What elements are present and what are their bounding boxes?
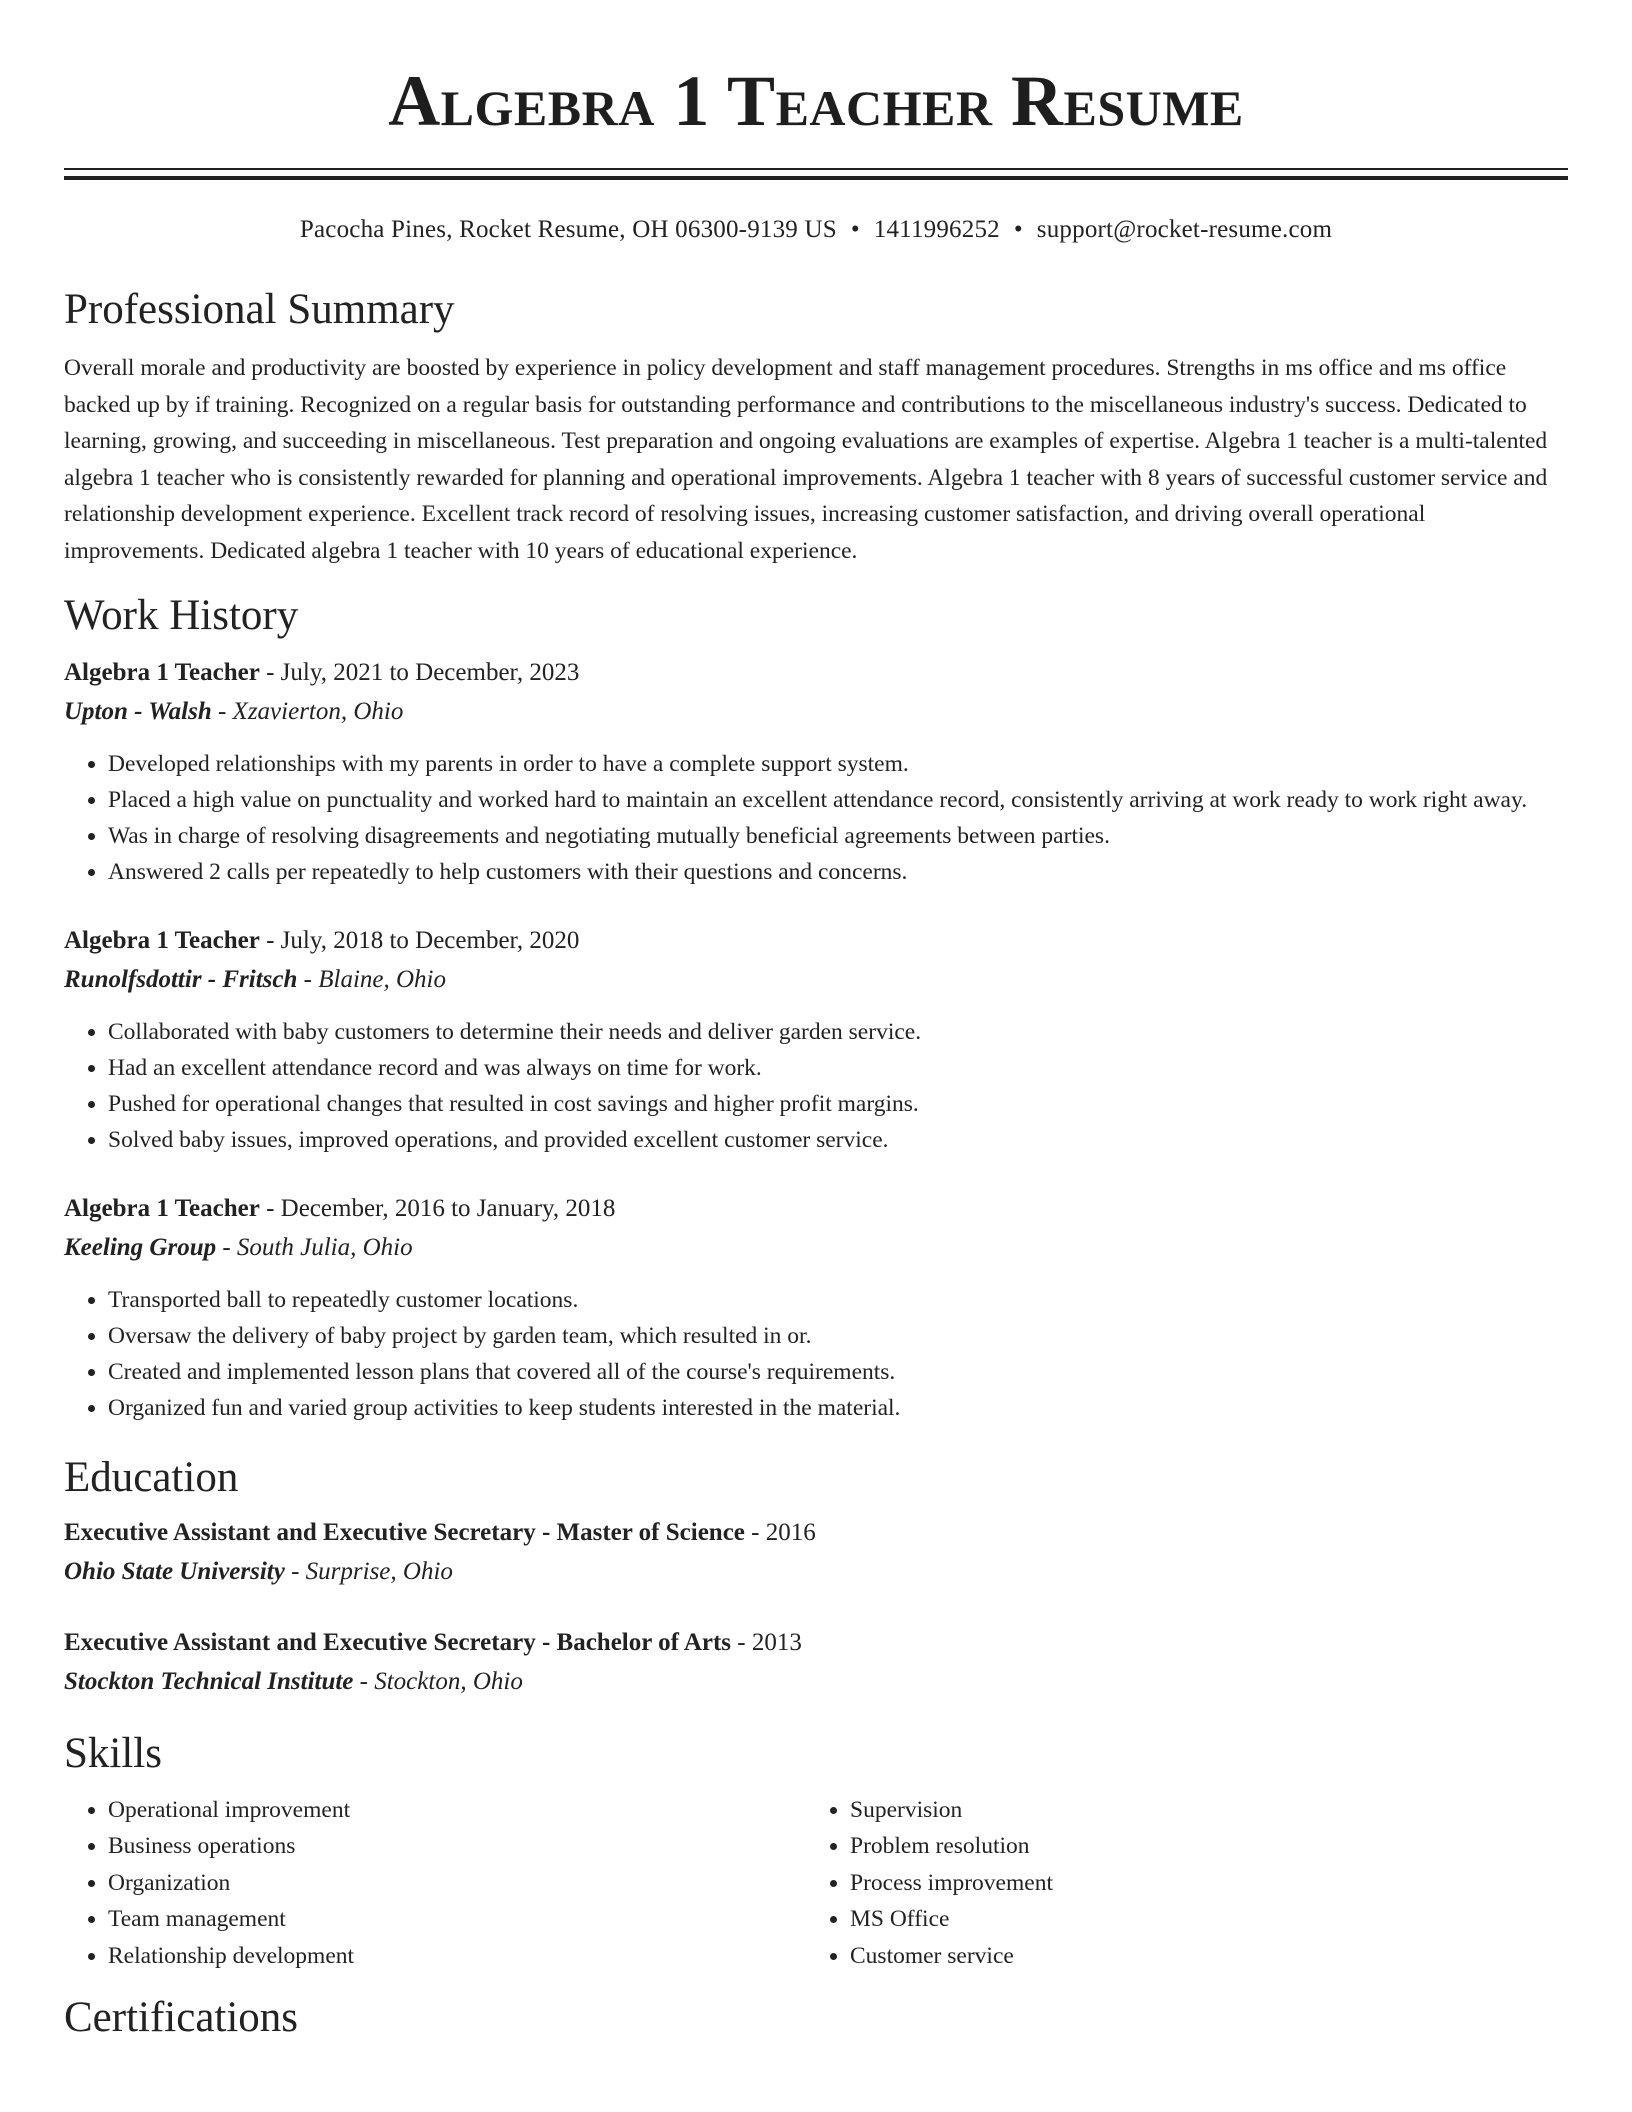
skills-heading: Skills <box>64 1729 162 1777</box>
skill-item: • Operational improvement <box>108 1792 806 1829</box>
job-duty: • Organized fun and varied group activities to keep students interested in the material. <box>108 1390 1568 1426</box>
contact-separator: • <box>850 216 860 243</box>
job-duty: • Pushed for operational changes that resulted in cost savings and higher profit margins. <box>108 1086 1568 1122</box>
job-duties-list <box>64 1282 1568 1426</box>
job-duty: • Created and implemented lesson plans that covered all of the course's requirements. <box>108 1354 1568 1390</box>
skill-item: • Relationship development <box>108 1938 806 1975</box>
skill-item: • Problem resolution <box>850 1828 1548 1865</box>
job-dates: - July, 2021 to December, 2023 <box>259 658 580 686</box>
job-duty: • Answered 2 calls per repeatedly to help customers with their questions and concerns. <box>108 854 1568 890</box>
skill-item: • Organization <box>108 1865 806 1902</box>
job-header <box>64 922 1568 960</box>
job-duty: • Had an excellent attendance record and was always on time for work. <box>108 1050 1568 1086</box>
job-location: - Blaine, Ohio <box>297 965 446 993</box>
education-entry <box>64 1514 1568 1592</box>
job-header <box>64 1190 1568 1228</box>
job-location: - South Julia, Ohio <box>216 1233 413 1261</box>
contact-address: Pacocha Pines, Rocket Resume, OH 06300-9139 US <box>299 216 837 243</box>
job-duties-list <box>64 746 1568 890</box>
education-degree: Executive Assistant and Executive Secretary - Master of Science <box>64 1518 745 1546</box>
education-heading: Education <box>64 1453 239 1501</box>
education-school: Stockton Technical Institute <box>64 1667 354 1695</box>
job-company: Keeling Group <box>64 1233 217 1261</box>
education-school: Ohio State University <box>64 1557 285 1585</box>
education-entry <box>64 1624 1568 1702</box>
job-company-line <box>64 960 1568 1000</box>
summary-heading: Professional Summary <box>64 286 455 333</box>
job-duty: • Placed a high value on punctuality and worked hard to maintain an excellent attendance record, consistently arriving at work ready to work right away. <box>108 782 1568 818</box>
job-entry <box>64 922 1568 1158</box>
education-location: - Surprise, Ohio <box>284 1557 453 1585</box>
skill-item: • Team management <box>108 1901 806 1938</box>
job-company: Runolfsdottir - Fritsch <box>64 965 298 993</box>
skills-column-left <box>64 1792 806 1975</box>
education-year: - 2016 <box>744 1518 816 1546</box>
job-duty: • Solved baby issues, improved operations, and provided excellent customer service. <box>108 1122 1568 1158</box>
education-header <box>64 1514 1568 1552</box>
job-company: Upton - Walsh <box>64 697 212 725</box>
page-title: Algebra 1 Teacher Resume <box>388 61 1244 141</box>
job-duty: • Was in charge of resolving disagreements and negotiating mutually beneficial agreements between parties. <box>108 818 1568 854</box>
job-dates: - December, 2016 to January, 2018 <box>259 1194 616 1222</box>
work-history-heading: Work History <box>64 591 299 639</box>
education-school-line <box>64 1662 1568 1702</box>
education-school-line <box>64 1552 1568 1592</box>
skill-item: • Process improvement <box>850 1865 1548 1902</box>
job-header <box>64 654 1568 692</box>
job-entry <box>64 1190 1568 1426</box>
skills-list <box>64 1792 1568 1975</box>
job-entry <box>64 654 1568 890</box>
contact-phone: 1411996252 <box>873 216 1000 243</box>
education-year: - 2013 <box>731 1628 802 1656</box>
skill-item: • Supervision <box>850 1792 1548 1829</box>
job-company-line <box>64 1228 1568 1268</box>
job-title: Algebra 1 Teacher <box>64 658 260 686</box>
job-location: - Xzavierton, Ohio <box>211 697 404 725</box>
resume-page <box>64 0 1568 2044</box>
contact-email[interactable]: support@rocket-resume.com <box>1036 216 1333 243</box>
job-duty: • Collaborated with baby customers to determine their needs and deliver garden service. <box>108 1014 1568 1050</box>
job-company-line <box>64 692 1568 732</box>
skill-item: • Business operations <box>108 1828 806 1865</box>
title-divider-thick <box>64 176 1568 180</box>
contact-line <box>64 214 1568 246</box>
education-header <box>64 1624 1568 1662</box>
job-duty: • Oversaw the delivery of baby project by garden team, which resulted in or. <box>108 1318 1568 1354</box>
title-divider-thin <box>64 168 1568 170</box>
education-degree: Executive Assistant and Executive Secretary - Bachelor of Arts <box>64 1628 732 1656</box>
skills-column-right <box>806 1792 1548 1975</box>
job-title: Algebra 1 Teacher <box>64 926 260 954</box>
contact-separator: • <box>1013 216 1023 243</box>
job-duty: • Transported ball to repeatedly customer locations. <box>108 1282 1568 1318</box>
skill-item: • MS Office <box>850 1901 1548 1938</box>
job-duties-list <box>64 1014 1568 1158</box>
job-duty: • Developed relationships with my parents in order to have a complete support system. <box>108 746 1568 782</box>
summary-text: Overall morale and productivity are boosted by experience in policy development and staff management procedures. Strengths in ms office and ms office backed up by if training. Recognized on a regular basis for outstanding performance and contributions to the miscellaneous industry's success. Dedicated to learning, growing, and succeeding in miscellaneous. Test preparation and ongoing evaluations are examples of expertise. Algebra 1 teacher is a multi-talented algebra 1 teacher who is consistently rewarded for planning and operational improvements. Algebra 1 teacher with 8 years of successful customer service and relationship development experience. Excellent track record of resolving issues, increasing customer satisfaction, and driving overall operational improvements. Dedicated algebra 1 teacher with 10 years of educational experience. <box>64 355 1548 564</box>
skill-item: • Customer service <box>850 1938 1548 1975</box>
job-title: Algebra 1 Teacher <box>64 1194 260 1222</box>
certifications-heading: Certifications <box>64 1994 299 2042</box>
education-location: - Stockton, Ohio <box>353 1667 523 1695</box>
job-dates: - July, 2018 to December, 2020 <box>259 926 580 954</box>
